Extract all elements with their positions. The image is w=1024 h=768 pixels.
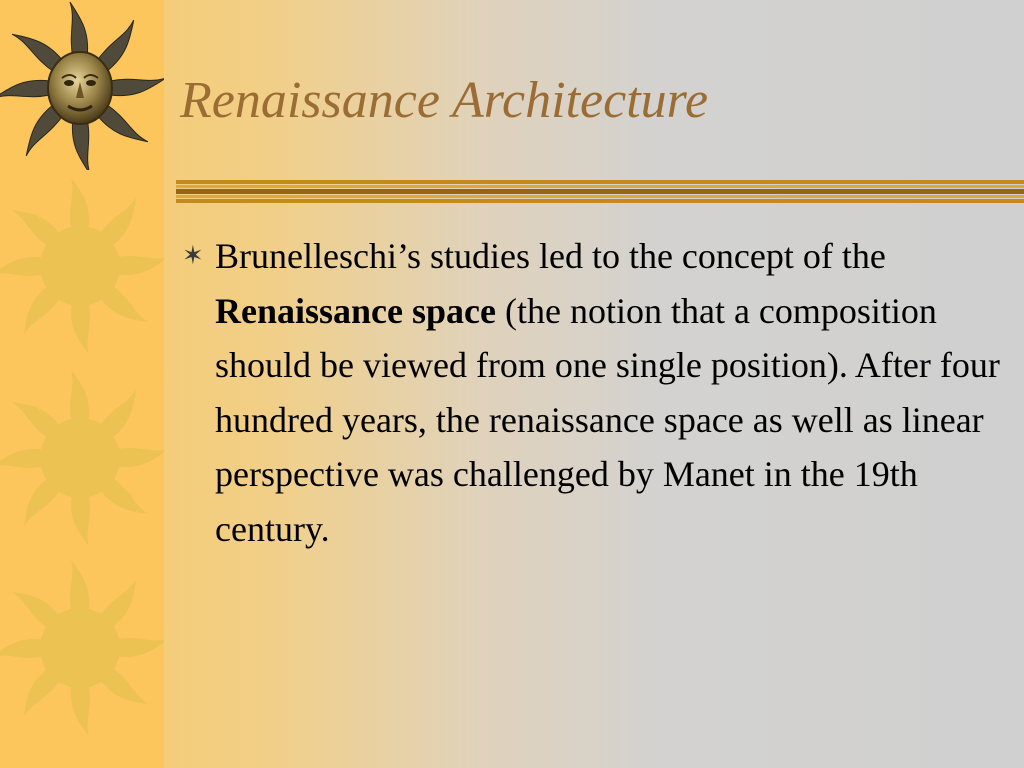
- decorative-sidebar: [0, 0, 164, 768]
- title-divider: [176, 180, 1024, 205]
- bullet-intro: Brunelleschi’s studies led to the concept of the: [215, 236, 886, 276]
- bullet-text: [215, 229, 1012, 556]
- sun-icon: [0, 560, 164, 740]
- bullet-rest: (the notion that a composition should be viewed from one single position). After four hundred years, the renaissance space as well as linear perspective was challenged by Manet in the 19th century.: [215, 290, 1000, 549]
- bullet-item: [182, 229, 1012, 556]
- star-bullet-icon: ✶: [182, 241, 204, 270]
- slide-title: Renaissance Architecture: [180, 72, 709, 129]
- sun-icon: [0, 178, 164, 358]
- sun-icon: [0, 370, 164, 550]
- sun-face-icon: [0, 0, 164, 170]
- bullet-emphasis: Renaissance space: [215, 290, 496, 331]
